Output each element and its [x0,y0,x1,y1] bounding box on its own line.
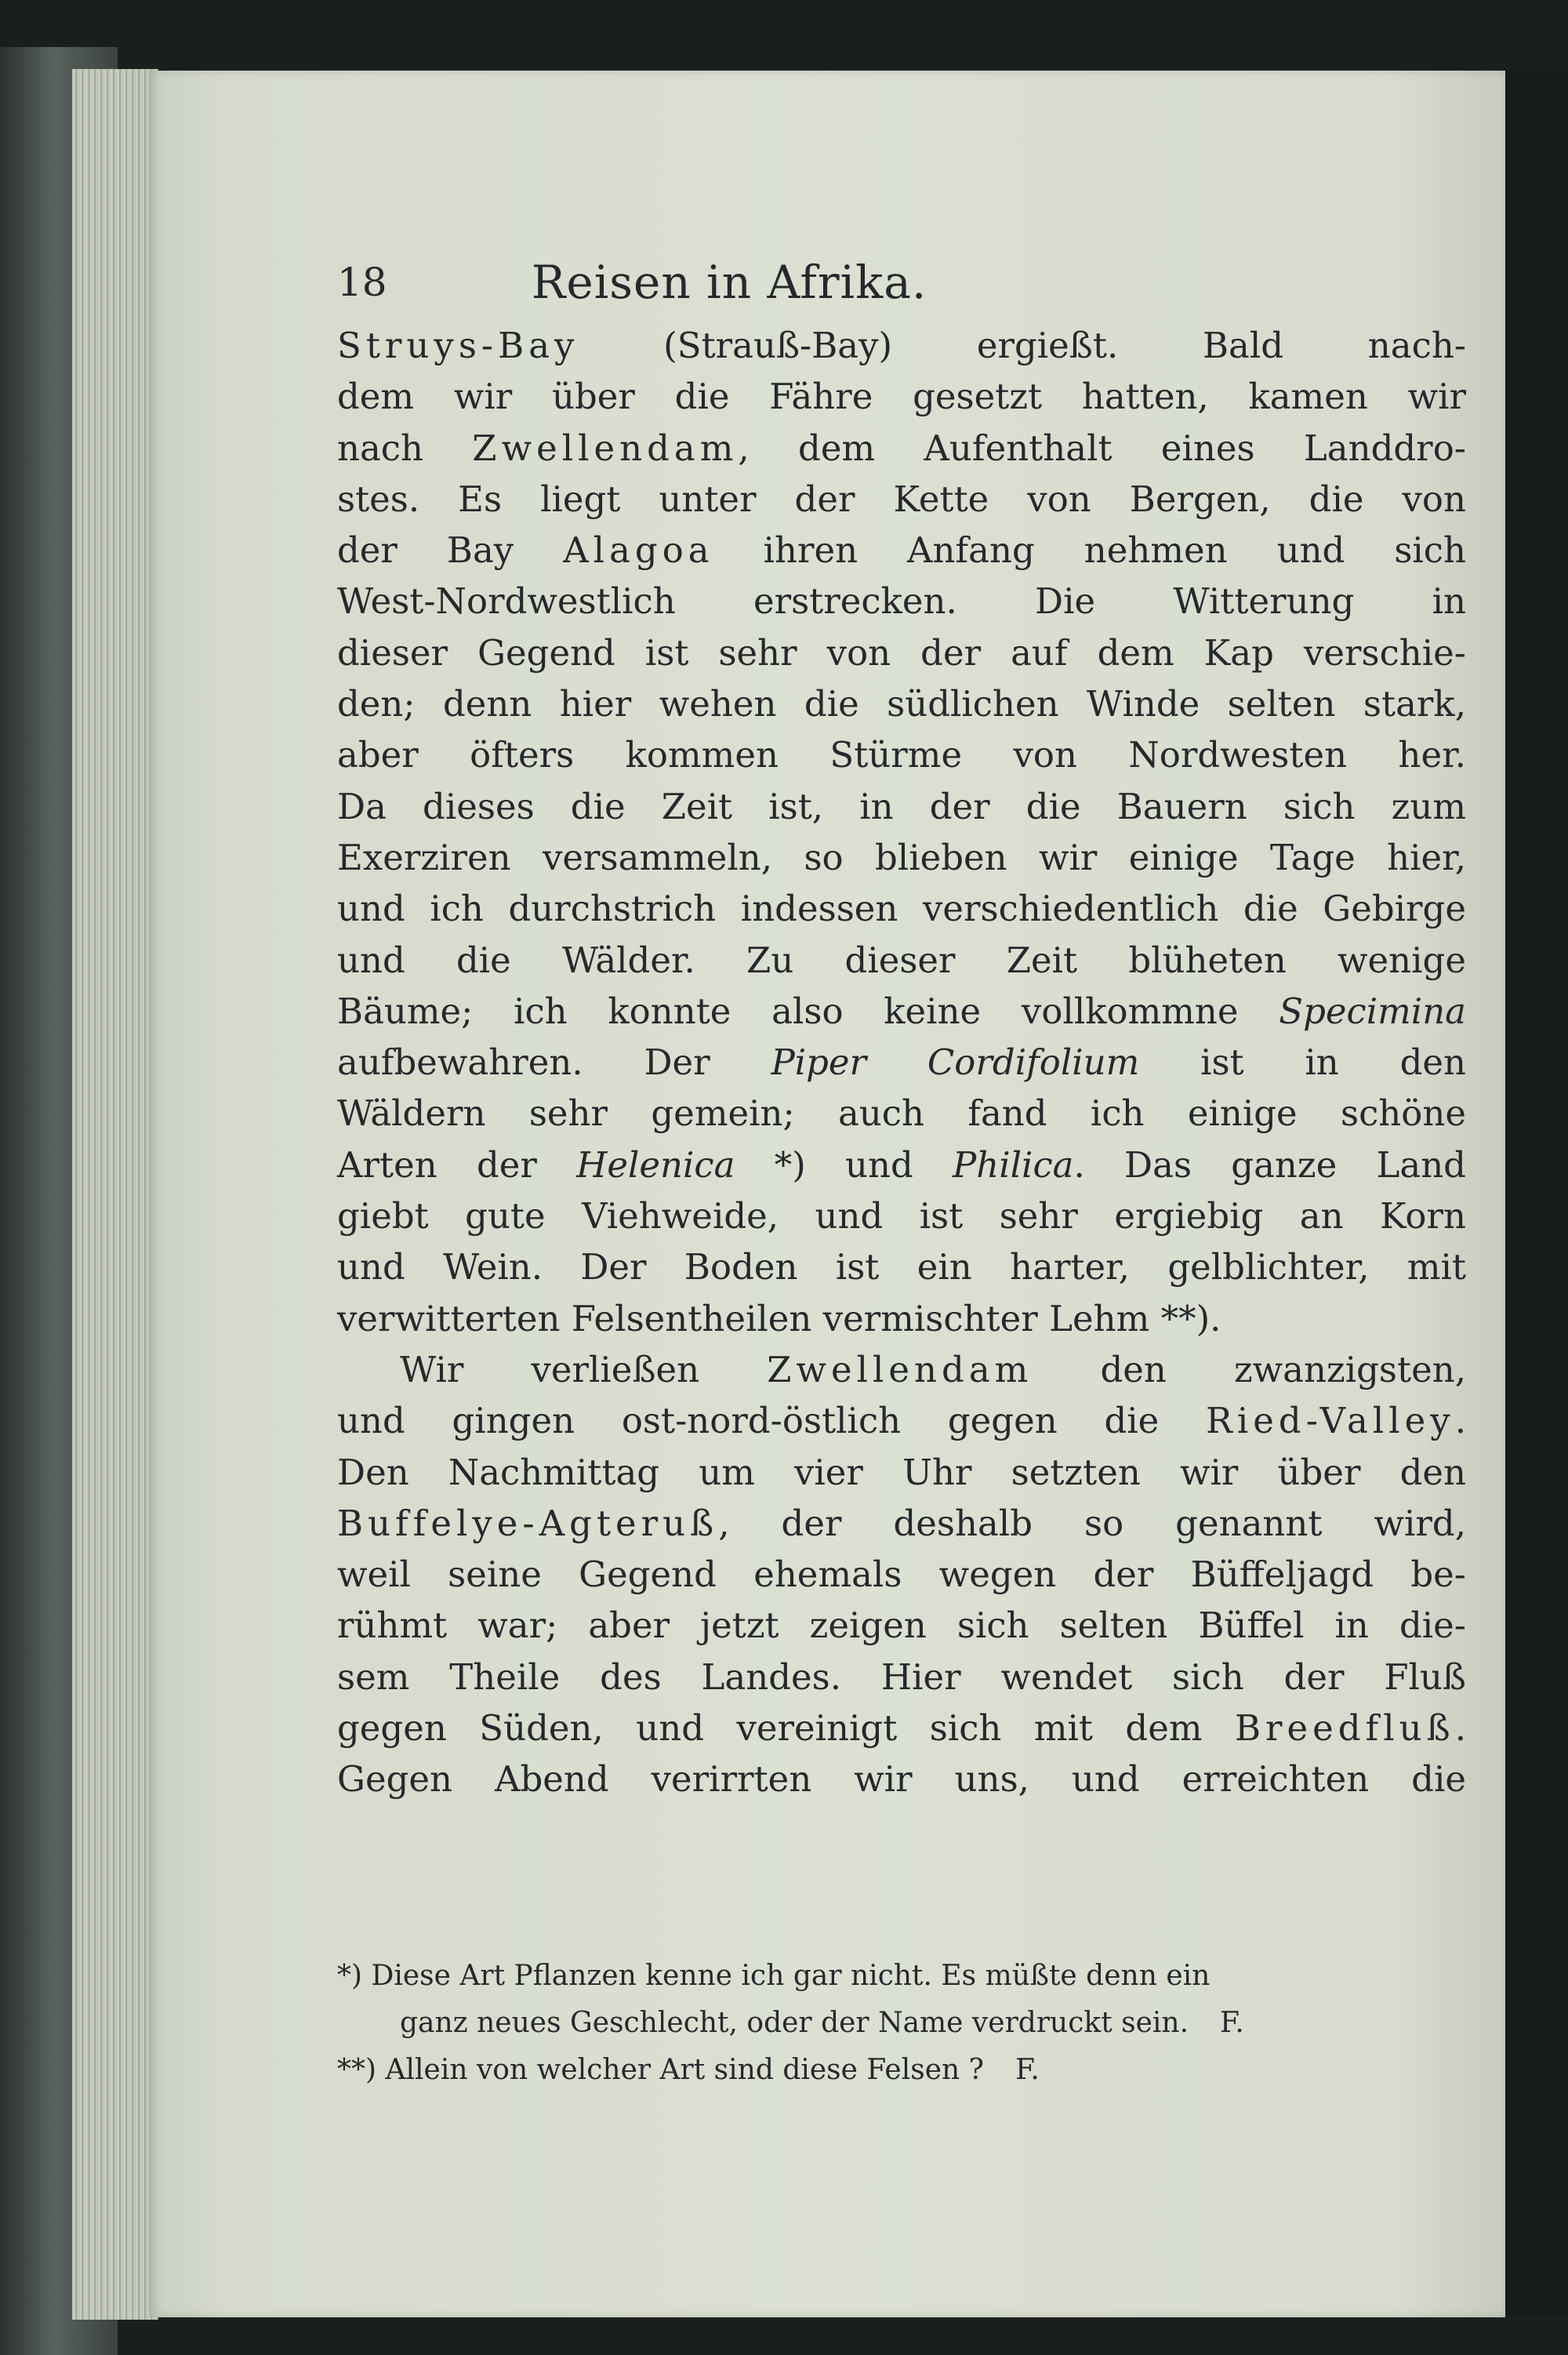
text-line: weil seine Gegend ehemals wegen der Büffeljagd be- [337,1554,1466,1596]
footnote-signature: F. [1220,2007,1244,2039]
footnote-2: **) Allein von welcher Art sind diese Felsen ? F. [337,2054,1040,2086]
text-line: und gingen ost-nord-östlich gegen die Ried-Valley. [337,1400,1466,1442]
text-line: West-Nordwestlich erstrecken. Die Witterung in [337,580,1466,623]
page-edges [72,69,158,2320]
running-title: Reisen in Afrika. [531,256,927,309]
text-line: stes. Es liegt unter der Kette von Bergen, die von [337,478,1466,520]
page-number: 18 [337,260,387,305]
footnote-signature: F. [1014,2054,1040,2086]
text-line: gegen Süden, und vereinigt sich mit dem Breedfluß. [337,1707,1466,1750]
running-head [149,251,1505,314]
text-line: Buffelye-Agteruß, der deshalb so genannt wird, [337,1502,1466,1544]
text-line: Da dieses die Zeit ist, in der die Bauern sich zum [337,785,1466,827]
text-line: sem Theile des Landes. Hier wendet sich der Fluß [337,1655,1466,1698]
text-line: und ich durchstrich indessen verschiedentlich die Gebirge [337,888,1466,930]
text-line: Arten der Helenica *) und Philica. Das ganze Land [337,1143,1466,1186]
footnotes [337,1953,1466,2094]
text-line: Bäume; ich konnte also keine vollkommne Specimina [337,990,1466,1032]
text-line: Den Nachmittag um vier Uhr setzten wir über den [337,1451,1466,1493]
text-line: aufbewahren. Der Piper Cordifolium ist in den [337,1041,1466,1084]
text-line: giebt gute Viehweide, und ist sehr ergiebig an Korn [337,1195,1466,1237]
text-line: rühmt war; aber jetzt zeigen sich selten Büffel in die- [337,1605,1466,1647]
text-line: den; denn hier wehen die südlichen Winde selten stark, [337,683,1466,725]
text-line: verwitterten Felsentheilen vermischter Lehm **). [337,1297,1221,1339]
text-line: nach Zwellendam, dem Aufenthalt eines Landdro- [337,427,1466,469]
text-line: Wäldern sehr gemein; auch fand ich einige schöne [337,1092,1466,1135]
text-line: dem wir über die Fähre gesetzt hatten, kamen wir [337,376,1466,418]
text-line: und Wein. Der Boden ist ein harter, gelblichter, mit [337,1246,1466,1288]
latin-term: Specimina [1279,990,1466,1032]
body-text [337,320,1466,1805]
text-line: Wir verließen Zwellendam den zwanzigsten, [400,1348,1466,1390]
latin-term: Helenica [576,1143,735,1186]
text-line: dieser Gegend ist sehr von der auf dem Kap verschie- [337,631,1466,674]
footnote-1-continued: ganz neues Geschlecht, oder der Name verdruckt sein. F. [400,2007,1244,2039]
text-line: Exerziren versammeln, so blieben wir einige Tage hier, [337,836,1466,878]
book-page [149,71,1505,2317]
latin-term: Philica [953,1143,1074,1186]
footnote-1: *) Diese Art Pflanzen kenne ich gar nicht. Es müßte denn ein [337,1960,1210,1992]
background-right [1505,71,1568,2317]
latin-term: Piper Cordifolium [771,1041,1140,1084]
text-line: der Bay Alagoa ihren Anfang nehmen und sich [337,529,1466,572]
text-line: Struys-Bay (Strauß-Bay) ergießt. Bald nach- [337,325,1466,366]
text-line: Gegen Abend verirrten wir uns, und erreichten die [337,1758,1466,1801]
text-line: und die Wälder. Zu dieser Zeit blüheten wenige [337,939,1466,981]
text-line: aber öfters kommen Stürme von Nordwesten her. [337,734,1466,776]
